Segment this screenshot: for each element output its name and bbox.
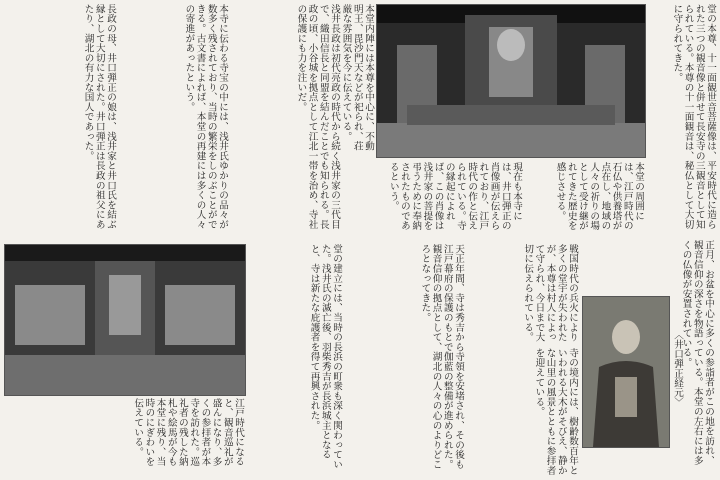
hall-image: [5, 245, 245, 395]
text-block-8: 本堂の周囲には、江戸時代の石仏や供養塔が点在し、地域の人々の祈りの場として受け継がれてきた歴史を感じさせる。: [554, 162, 644, 231]
text-block-6: 長政の母、井口弾正の娘は、浅井家と井口氏を結ぶ縁として大切にされた。井口弾正は長政の祖父にあたり、湖北の有力な国人であった。: [82, 4, 116, 230]
text-block-14: 寺の境内には、樹齢数百年といわれる大木がそびえ、静かな山里の風景とともに参拝者を迎えている。: [533, 348, 578, 476]
text-block-1: 堂の本尊、十一面観世音菩薩像は、平安時代に造られた三つの観音像と併せて長安寺の三観音として知られている。本尊の十一面観音は、秘仏として大切に守られてきた。: [671, 4, 716, 230]
portrait-image: [583, 297, 669, 447]
portrait-photo: [582, 296, 670, 448]
text-block-3: 本堂内陣には本尊を中心に、不動明王、毘沙門天などが祀られ、荘厳な雰囲気を今に伝えている。: [340, 4, 374, 151]
portrait-caption: 〈井口弾正経元〉: [672, 330, 683, 407]
text-block-9: 堂の建立には、当時の長浜の町衆も深く関わっていた。浅井氏の滅亡後、羽柴秀吉が長浜城主となると、寺は新たな庇護者を得て再興された。: [308, 244, 342, 470]
text-block-5: 本寺に伝わる寺宝の中には、浅井氏ゆかりの品々が数多く残されており、当時の繁栄をしのぶことができる。古文書によれば、本堂の再建には多くの人々の寄進があったという。: [183, 4, 228, 230]
text-block-11: 戦国時代の兵火により多くの堂宇が失われたが、本尊は村人によって守られ、今日まで大切に伝えられている。: [522, 244, 578, 342]
altar-image: [377, 5, 645, 157]
text-block-4: 浅井長政は初代亮政の時代から続く浅井家の三代目で、織田信長と同盟を結んだことでも知られる。長政の頃、小谷城を拠点として江北一帯を治め、寺社の保護にも力を注いだ。: [295, 4, 340, 230]
altar-photo: [376, 4, 646, 158]
hall-photo: [4, 244, 246, 396]
text-block-7: 現在も本寺には、井口弾正の肖像画が伝えられており、江戸時代の作と伝えられている。寺の縁起によれば、この肖像は浅井家の菩提を弔うために奉納されたものであるという。: [387, 162, 522, 231]
text-block-12: 江戸時代になると、観音巡礼が盛んになり、多くの参拝者が本寺を訪れた。巡礼者の残した納札や絵馬が今も本堂に残り、当時のにぎわいを伝えている。: [132, 398, 244, 467]
text-block-10: 天正年間、寺は秀吉から寺領を安堵され、その後も江戸幕府の保護のもとで伽藍の整備が進められた。観音信仰の拠点として、湖北の人々の心のよりどころとなってきた。: [419, 244, 464, 470]
text-block-2: 正月、お盆を中心に多くの参詣者がこの地を訪れ、観音信仰の深さを物語っている。本堂の左右には多くの仏像が安置されている。: [680, 240, 714, 466]
